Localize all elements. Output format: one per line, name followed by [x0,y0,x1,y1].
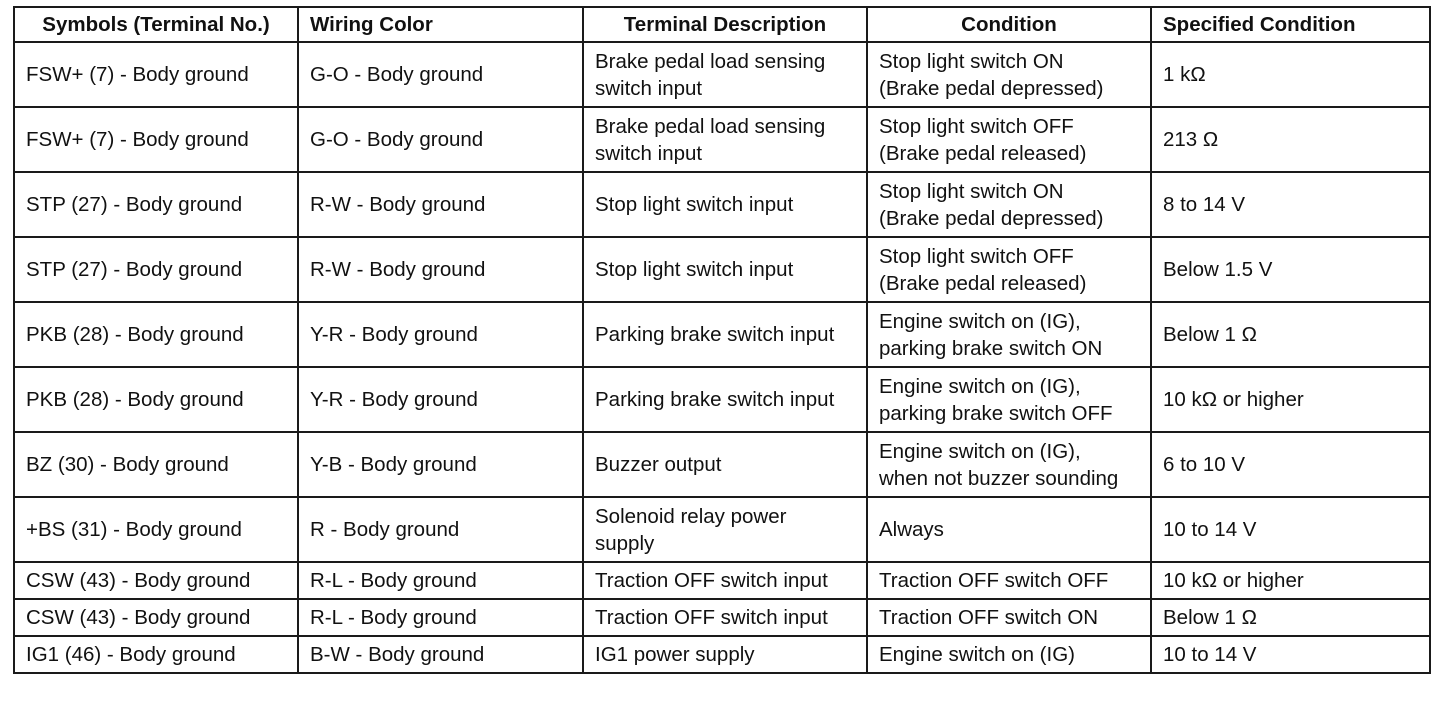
description-cell [583,42,867,107]
description-line: Parking brake switch input [595,323,835,346]
table-row [14,172,1430,237]
condition-line: Stop light switch ON [879,179,1064,203]
description-line: Brake pedal load sensing [595,114,826,138]
header-row [14,7,1430,42]
condition-line: Stop light switch OFF [879,114,1074,138]
symbol-cell: STP (27) - Body ground [14,172,298,237]
condition-line: Engine switch on (IG), [879,309,1081,333]
description-line: Brake pedal load sensing [595,49,826,73]
description-line: Traction OFF switch input [595,569,828,592]
condition-line: when not buzzer sounding [879,466,1119,490]
wiring-cell: R - Body ground [298,497,583,562]
description-cell [583,432,867,497]
condition-cell [867,636,1151,673]
condition-line: (Brake pedal released) [879,141,1087,165]
condition-cell [867,172,1151,237]
description-cell [583,497,867,562]
wiring-cell: B-W - Body ground [298,636,583,673]
condition-line: Always [879,518,944,541]
condition-line: Stop light switch ON [879,49,1064,73]
description-cell [583,562,867,599]
specified-cell: 10 to 14 V [1151,497,1430,562]
table-row [14,562,1430,599]
condition-line: Engine switch on (IG), [879,374,1081,398]
condition-cell [867,302,1151,367]
description-line: Solenoid relay power [595,504,787,528]
description-line: switch input [595,141,703,165]
wiring-cell: Y-B - Body ground [298,432,583,497]
description-line: Stop light switch input [595,258,794,281]
description-line: switch input [595,76,703,100]
header-terminal-description: Terminal Description [583,7,867,42]
wiring-cell: R-L - Body ground [298,599,583,636]
header-condition: Condition [867,7,1151,42]
table-row [14,107,1430,172]
condition-line: Engine switch on (IG), [879,439,1081,463]
symbol-cell: BZ (30) - Body ground [14,432,298,497]
condition-cell [867,432,1151,497]
specified-cell: Below 1 Ω [1151,302,1430,367]
symbol-cell: STP (27) - Body ground [14,237,298,302]
symbol-cell: IG1 (46) - Body ground [14,636,298,673]
wiring-cell: R-W - Body ground [298,172,583,237]
condition-cell [867,367,1151,432]
condition-line: Traction OFF switch OFF [879,569,1109,592]
symbol-cell: PKB (28) - Body ground [14,367,298,432]
condition-cell [867,599,1151,636]
description-line: IG1 power supply [595,643,755,666]
condition-cell [867,497,1151,562]
condition-line: Traction OFF switch ON [879,606,1099,629]
table-row [14,497,1430,562]
description-line: Traction OFF switch input [595,606,828,629]
specified-cell: Below 1 Ω [1151,599,1430,636]
specified-cell: 10 to 14 V [1151,636,1430,673]
symbol-cell: CSW (43) - Body ground [14,562,298,599]
specified-cell: 6 to 10 V [1151,432,1430,497]
condition-cell [867,562,1151,599]
specified-cell: 10 kΩ or higher [1151,367,1430,432]
symbol-cell: +BS (31) - Body ground [14,497,298,562]
symbol-cell: FSW+ (7) - Body ground [14,107,298,172]
specified-cell: Below 1.5 V [1151,237,1430,302]
description-line: Parking brake switch input [595,388,835,411]
condition-line: (Brake pedal released) [879,271,1087,295]
condition-cell [867,237,1151,302]
condition-line: (Brake pedal depressed) [879,206,1104,230]
specified-cell: 8 to 14 V [1151,172,1430,237]
specified-cell: 1 kΩ [1151,42,1430,107]
condition-line: Engine switch on (IG) [879,643,1075,666]
description-cell [583,599,867,636]
description-line: Buzzer output [595,453,722,476]
wiring-cell: G-O - Body ground [298,107,583,172]
header-specified-condition: Specified Condition [1151,7,1430,42]
header-wiring-color: Wiring Color [298,7,583,42]
description-cell [583,237,867,302]
table-row [14,432,1430,497]
description-cell [583,636,867,673]
condition-cell [867,107,1151,172]
description-cell [583,302,867,367]
description-cell [583,172,867,237]
description-cell [583,107,867,172]
condition-cell [867,42,1151,107]
description-line: supply [595,531,655,555]
condition-line: Stop light switch OFF [879,244,1074,268]
symbol-cell: PKB (28) - Body ground [14,302,298,367]
wiring-cell: G-O - Body ground [298,42,583,107]
table-row [14,42,1430,107]
header-symbols: Symbols (Terminal No.) [14,7,298,42]
table-row [14,237,1430,302]
specified-cell: 213 Ω [1151,107,1430,172]
description-cell [583,367,867,432]
symbol-cell: CSW (43) - Body ground [14,599,298,636]
symbol-cell: FSW+ (7) - Body ground [14,42,298,107]
condition-line: parking brake switch ON [879,336,1103,360]
description-line: Stop light switch input [595,193,794,216]
wiring-cell: R-L - Body ground [298,562,583,599]
terminal-spec-table [13,6,1431,674]
table-row [14,636,1430,673]
condition-line: (Brake pedal depressed) [879,76,1104,100]
specified-cell: 10 kΩ or higher [1151,562,1430,599]
wiring-cell: Y-R - Body ground [298,367,583,432]
wiring-cell: Y-R - Body ground [298,302,583,367]
table-row [14,302,1430,367]
wiring-cell: R-W - Body ground [298,237,583,302]
condition-line: parking brake switch OFF [879,401,1113,425]
table-row [14,599,1430,636]
table-row [14,367,1430,432]
